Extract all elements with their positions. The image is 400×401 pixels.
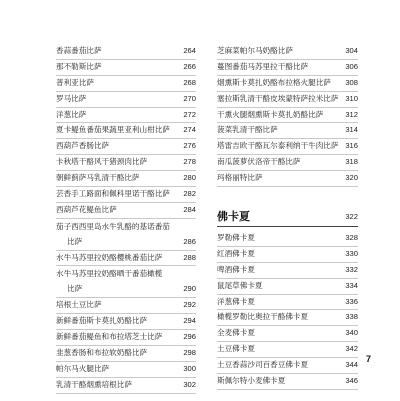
toc-entry-title: 培根土豆比萨 — [56, 300, 102, 310]
toc-entry-title: 土豆香蒜沙司百香豆佛卡夏 — [217, 360, 309, 370]
toc-entry[interactable] — [56, 187, 196, 203]
toc-entry-title: 芝麻菜帕尔马奶酪比萨 — [217, 45, 293, 55]
toc-entry-page: 278 — [183, 157, 196, 167]
toc-entry[interactable] — [217, 295, 358, 311]
toc-entry-title: 橄榄罗勒比奥拉干酪佛卡夏 — [217, 312, 309, 322]
toc-entry-page: 302 — [183, 379, 196, 389]
toc-entry-title: 乳清干酪烟熏培根比萨 — [56, 379, 132, 389]
toc-entry[interactable] — [56, 219, 196, 235]
toc-entry-page: 330 — [345, 248, 358, 258]
toc-entry[interactable] — [56, 235, 196, 251]
toc-entry[interactable] — [56, 108, 196, 124]
toc-entry-title: 洋葱佛卡夏 — [217, 296, 255, 306]
toc-entry[interactable] — [56, 346, 196, 362]
toc-entry-title: 塔雷吉欧干酪瓦尔泰利纳干牛肉比萨 — [217, 141, 339, 151]
toc-entry-page: 276 — [183, 141, 196, 151]
toc-entry-page: 336 — [345, 296, 358, 306]
toc-entry-page: 314 — [345, 125, 358, 135]
toc-entry-page: 296 — [183, 332, 196, 342]
toc-entry-title: 比萨 — [67, 284, 83, 294]
toc-entry-page: 316 — [345, 141, 358, 151]
toc-entry-title: 全麦佛卡夏 — [217, 328, 255, 338]
toc-entry-page: 300 — [183, 363, 196, 373]
toc-entry-page: 292 — [183, 300, 196, 310]
toc-entry-title: 茄子西西里岛水牛乳酪的基诺番茄 — [56, 221, 170, 231]
toc-entry[interactable] — [217, 123, 358, 139]
toc-entry[interactable] — [217, 139, 358, 155]
toc-entry-page: 338 — [345, 312, 358, 322]
toc-entry-title: 南瓜菠萝伏洛帝干酪比萨 — [217, 157, 301, 167]
toc-entry-title: 罗马比萨 — [56, 93, 87, 103]
toc-entry-title: 烟熏斯卡莫扎奶酪布拉格火腿比萨 — [217, 77, 331, 87]
section-page-number: 322 — [345, 212, 358, 222]
toc-entry-page: 284 — [183, 204, 196, 214]
toc-entry[interactable] — [217, 171, 358, 187]
toc-entry[interactable] — [217, 263, 358, 279]
toc-entry-page: 294 — [183, 316, 196, 326]
toc-entry-page: 334 — [345, 280, 358, 290]
toc-entry-page: 308 — [345, 77, 358, 87]
toc-right-column — [217, 44, 358, 390]
toc-entry[interactable] — [56, 298, 196, 314]
toc-entry[interactable] — [217, 374, 358, 390]
toc-entry[interactable] — [56, 378, 196, 394]
toc-entry-title: 香蒜番茄比萨 — [56, 45, 102, 55]
toc-entry[interactable] — [217, 108, 358, 124]
section-title: 佛卡夏 — [217, 210, 250, 224]
toc-entry-title: 新鲜番茄斯卡莫扎奶酪比萨 — [56, 316, 148, 326]
toc-entry[interactable] — [56, 123, 196, 139]
toc-entry[interactable] — [56, 171, 196, 187]
toc-entry[interactable] — [217, 231, 358, 247]
toc-entry-title: 土豆佛卡夏 — [217, 344, 255, 354]
toc-entry-page: 306 — [345, 61, 358, 71]
toc-entry-title: 朝鲜蓟萨马乳清干酪比萨 — [56, 173, 140, 183]
toc-entry-title: 水牛马苏里拉奶酪晒干番茄橄榄 — [56, 269, 163, 279]
toc-entry-title: 西葫芦花鳀鱼比萨 — [56, 204, 117, 214]
toc-entry-title: 卡秋塔干酪风干猪颈肉比萨 — [56, 157, 148, 167]
toc-entry[interactable] — [217, 247, 358, 263]
toc-entry-title: 芸香手工路面和佩科里诺干酪比萨 — [56, 189, 170, 198]
toc-entry-title: 帕尔马火腿比萨 — [56, 363, 110, 373]
toc-entry-title: 比萨 — [67, 236, 83, 246]
toc-entry[interactable] — [56, 203, 196, 219]
toc-entry-page: 318 — [345, 157, 358, 167]
toc-entry-page: 286 — [183, 236, 196, 246]
toc-entry[interactable] — [217, 60, 358, 76]
toc-entry-title: 啤酒佛卡夏 — [217, 264, 255, 274]
toc-entry-page: 288 — [183, 252, 196, 262]
toc-entry-page: 312 — [345, 109, 358, 119]
toc-entry[interactable] — [56, 314, 196, 330]
toc-entry-page: 264 — [183, 45, 196, 55]
toc-entry-title: 韭葱香肠和布拉软奶酪比萨 — [56, 347, 148, 357]
toc-entry-title: 普利亚比萨 — [56, 77, 94, 87]
toc-entry-page: 282 — [183, 189, 196, 198]
toc-entry-title: 斯佩尔特小麦佛卡夏 — [217, 376, 286, 386]
toc-entry[interactable] — [56, 92, 196, 108]
toc-entry-page: 298 — [183, 347, 196, 357]
toc-entry-page: 340 — [345, 328, 358, 338]
toc-entry-page: 310 — [345, 93, 358, 103]
toc-entry-page: 342 — [345, 344, 358, 354]
toc-entry-page: 272 — [183, 109, 196, 119]
toc-entry-title: 干熏火腿烟熏斯卡莫扎奶酪比萨 — [217, 109, 324, 119]
toc-entry-title: 蔓图番茄马苏里拉干酪比萨 — [217, 61, 309, 71]
toc-entry-title: 西葫芦香肠比萨 — [56, 141, 110, 151]
toc-entry[interactable] — [56, 139, 196, 155]
toc-entry-title: 塞拉斯乳清干酪皮埃蒙特萨拉米比萨 — [217, 93, 339, 103]
toc-entry-title: 鼠尾草佛卡夏 — [217, 280, 263, 290]
toc-entry[interactable] — [56, 155, 196, 171]
toc-entry-title: 水牛马苏里拉奶酪樱桃番茄比萨 — [56, 252, 163, 262]
section-heading — [217, 209, 358, 227]
toc-entry[interactable] — [217, 326, 358, 342]
toc-entry-title: 新鲜番茄鳀鱼和布拉塔芝士比萨 — [56, 332, 163, 342]
toc-entry-page: 320 — [345, 173, 358, 183]
toc-entry-page: 328 — [345, 233, 358, 242]
toc-entry-page: 268 — [183, 77, 196, 87]
toc-entry-page: 304 — [345, 45, 358, 55]
toc-entry[interactable] — [217, 92, 358, 108]
toc-entry[interactable] — [217, 44, 358, 60]
toc-entry[interactable] — [217, 358, 358, 374]
toc-entry[interactable] — [56, 362, 196, 378]
toc-entry-page: 344 — [345, 360, 358, 370]
toc-entry[interactable] — [56, 60, 196, 76]
toc-entry-page: 266 — [183, 61, 196, 71]
page-number: 7 — [366, 354, 372, 364]
toc-entry[interactable] — [56, 282, 196, 298]
toc-entry-title: 玛格丽特比萨 — [217, 173, 263, 183]
toc-entry-title: 那不勒斯比萨 — [56, 61, 102, 71]
toc-entry[interactable] — [217, 342, 358, 358]
toc-entry-title: 红酒佛卡夏 — [217, 248, 255, 258]
toc-left-column — [56, 44, 196, 394]
toc-entry-page: 280 — [183, 173, 196, 183]
toc-entry[interactable] — [56, 330, 196, 346]
toc-entry-title: 菠菜乳清干酪比萨 — [217, 125, 278, 135]
toc-entry-title: 罗勒佛卡夏 — [217, 233, 255, 242]
toc-entry-title: 洋葱比萨 — [56, 109, 87, 119]
toc-entry-page: 270 — [183, 93, 196, 103]
toc-entry-page: 346 — [345, 376, 358, 386]
toc-entry[interactable] — [56, 266, 196, 282]
toc-entry[interactable] — [217, 279, 358, 295]
toc-entry[interactable] — [56, 44, 196, 60]
toc-entry-page: 290 — [183, 284, 196, 294]
toc-entry-page: 332 — [345, 264, 358, 274]
toc-entry[interactable] — [56, 76, 196, 92]
toc-entry[interactable] — [217, 310, 358, 326]
toc-entry[interactable] — [217, 76, 358, 92]
toc-entry[interactable] — [217, 155, 358, 171]
toc-entry-page: 274 — [183, 125, 196, 135]
toc-entry-title: 夏卡鳀鱼番茄果蔬里亚利山柑比萨 — [56, 125, 170, 135]
toc-entry[interactable] — [56, 251, 196, 267]
